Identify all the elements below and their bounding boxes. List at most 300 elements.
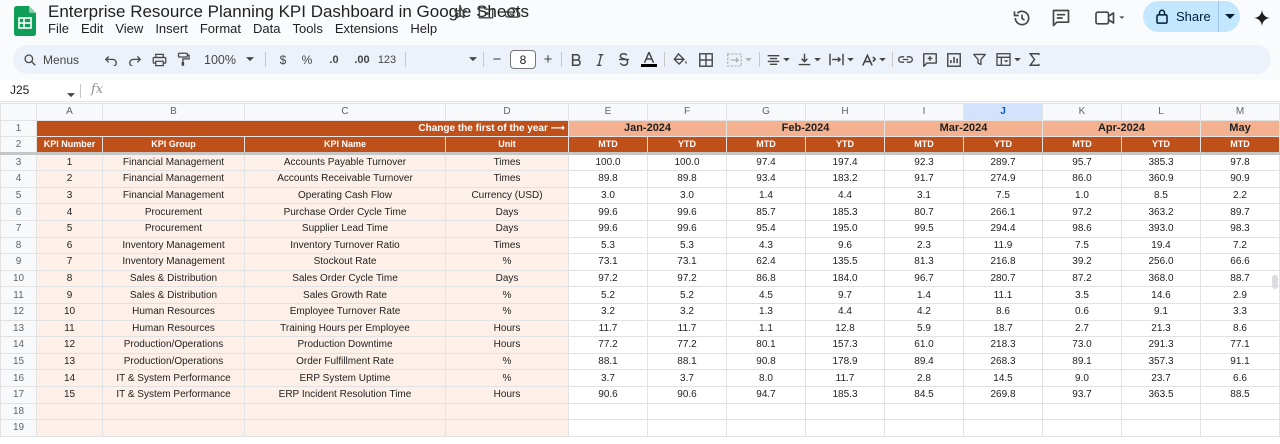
table-cell[interactable]: 18.7 <box>964 320 1043 337</box>
table-cell[interactable]: % <box>446 353 569 370</box>
table-cell[interactable]: 77.2 <box>569 337 648 354</box>
table-cell[interactable] <box>1122 403 1201 420</box>
table-cell[interactable] <box>806 420 885 437</box>
table-cell[interactable]: 6.6 <box>1201 370 1280 387</box>
table-cell[interactable]: 77.1 <box>1201 337 1280 354</box>
table-cell[interactable]: 90.9 <box>1201 171 1280 188</box>
table-cell[interactable]: Hours <box>446 320 569 337</box>
table-cell[interactable] <box>103 403 245 420</box>
table-cell[interactable]: 289.7 <box>964 154 1043 171</box>
mtd-header[interactable]: MTD <box>1201 137 1280 154</box>
menu-data[interactable]: Data <box>253 21 281 36</box>
table-cell[interactable]: 77.2 <box>648 337 727 354</box>
table-cell[interactable]: 291.3 <box>1122 337 1201 354</box>
print-icon[interactable] <box>149 45 169 74</box>
table-cell[interactable] <box>103 420 245 437</box>
table-cell[interactable]: Procurement <box>103 220 245 237</box>
paint-format-icon[interactable] <box>173 45 193 74</box>
table-cell[interactable]: Inventory Turnover Ratio <box>245 237 446 254</box>
month-header[interactable]: May <box>1201 120 1280 137</box>
menu-edit[interactable]: Edit <box>80 21 104 36</box>
table-cell[interactable] <box>727 420 806 437</box>
column-header-h[interactable]: H <box>806 104 885 121</box>
menu-view[interactable]: View <box>115 21 144 36</box>
table-cell[interactable]: 218.3 <box>964 337 1043 354</box>
menu-insert[interactable]: Insert <box>155 21 188 36</box>
table-cell[interactable]: 97.8 <box>1201 154 1280 171</box>
table-cell[interactable]: Sales & Distribution <box>103 270 245 287</box>
table-cell[interactable]: 183.2 <box>806 171 885 188</box>
table-cell[interactable]: % <box>446 287 569 304</box>
table-cell[interactable] <box>964 420 1043 437</box>
table-cell[interactable]: 195.0 <box>806 220 885 237</box>
table-cell[interactable]: 4.2 <box>885 303 964 320</box>
table-cell[interactable]: 4 <box>37 204 103 221</box>
table-cell[interactable]: 8.6 <box>1201 320 1280 337</box>
row-header[interactable]: 6 <box>1 204 37 221</box>
table-cell[interactable]: 14.5 <box>964 370 1043 387</box>
increase-decimal-button[interactable]: .00 <box>354 53 370 66</box>
column-header-k[interactable]: K <box>1043 104 1122 121</box>
table-cell[interactable]: 294.4 <box>964 220 1043 237</box>
increase-font-size-button[interactable]: + <box>543 51 553 68</box>
row-header[interactable]: 4 <box>1 171 37 188</box>
table-cell[interactable]: 98.6 <box>1043 220 1122 237</box>
table-cell[interactable] <box>245 420 446 437</box>
table-cell[interactable]: 0.6 <box>1043 303 1122 320</box>
table-cell[interactable]: 14 <box>37 370 103 387</box>
table-cell[interactable]: 1.4 <box>885 287 964 304</box>
table-cell[interactable]: Stockout Rate <box>245 254 446 271</box>
insert-chart-icon[interactable] <box>945 45 963 74</box>
table-cell[interactable]: Sales & Distribution <box>103 287 245 304</box>
move-to-folder-icon[interactable] <box>477 3 495 21</box>
table-cell[interactable]: 3.2 <box>569 303 648 320</box>
menus-search[interactable] <box>23 45 97 74</box>
table-cell[interactable]: 11.9 <box>964 237 1043 254</box>
ytd-header[interactable]: YTD <box>964 137 1043 154</box>
table-cell[interactable]: 90.6 <box>648 386 727 403</box>
table-cell[interactable]: Hours <box>446 337 569 354</box>
table-cell[interactable]: 88.1 <box>569 353 648 370</box>
table-cell[interactable]: 12 <box>37 337 103 354</box>
table-cell[interactable]: 99.5 <box>885 220 964 237</box>
table-cell[interactable] <box>885 403 964 420</box>
year-change-banner[interactable]: Change the first of the year ⟶ <box>37 120 569 137</box>
table-cell[interactable]: 178.9 <box>806 353 885 370</box>
borders-icon[interactable] <box>697 45 715 74</box>
table-cell[interactable]: Days <box>446 270 569 287</box>
table-cell[interactable]: % <box>446 303 569 320</box>
table-cell[interactable]: 1.1 <box>727 320 806 337</box>
row-header[interactable]: 13 <box>1 320 37 337</box>
table-cell[interactable]: 87.2 <box>1043 270 1122 287</box>
row-header[interactable]: 12 <box>1 303 37 320</box>
table-cell[interactable]: IT & System Performance <box>103 386 245 403</box>
table-cell[interactable]: 11.7 <box>569 320 648 337</box>
table-cell[interactable]: 23.7 <box>1122 370 1201 387</box>
table-cell[interactable]: 80.7 <box>885 204 964 221</box>
table-cell[interactable] <box>446 420 569 437</box>
table-cell[interactable] <box>964 403 1043 420</box>
table-cell[interactable]: 93.4 <box>727 171 806 188</box>
table-cell[interactable]: Hours <box>446 386 569 403</box>
table-cell[interactable]: % <box>446 370 569 387</box>
table-cell[interactable]: 9 <box>37 287 103 304</box>
table-cell[interactable]: 357.3 <box>1122 353 1201 370</box>
filter-views-icon[interactable] <box>994 45 1022 74</box>
table-cell[interactable]: 3.1 <box>885 187 964 204</box>
table-cell[interactable]: Supplier Lead Time <box>245 220 446 237</box>
cloud-status-icon[interactable] <box>503 3 521 21</box>
row-header[interactable]: 17 <box>1 386 37 403</box>
table-cell[interactable]: 6 <box>37 237 103 254</box>
table-cell[interactable]: 268.3 <box>964 353 1043 370</box>
table-cell[interactable]: Production/Operations <box>103 353 245 370</box>
table-cell[interactable] <box>37 420 103 437</box>
table-cell[interactable]: Procurement <box>103 204 245 221</box>
row-header[interactable]: 8 <box>1 237 37 254</box>
table-cell[interactable]: 19.4 <box>1122 237 1201 254</box>
table-cell[interactable]: 3.7 <box>648 370 727 387</box>
table-cell[interactable]: 88.7 <box>1201 270 1280 287</box>
table-cell[interactable]: 95.7 <box>1043 154 1122 171</box>
insert-link-icon[interactable] <box>896 45 914 74</box>
table-cell[interactable]: 100.0 <box>569 154 648 171</box>
table-cell[interactable] <box>1201 420 1280 437</box>
decrease-font-size-button[interactable]: − <box>492 51 502 68</box>
table-cell[interactable]: 13 <box>37 353 103 370</box>
table-cell[interactable]: 99.6 <box>648 220 727 237</box>
table-cell[interactable]: 7 <box>37 254 103 271</box>
table-cell[interactable]: 11.7 <box>806 370 885 387</box>
table-cell[interactable]: ERP System Uptime <box>245 370 446 387</box>
star-icon[interactable] <box>451 3 469 21</box>
column-header-l[interactable]: L <box>1122 104 1201 121</box>
table-cell[interactable]: 5 <box>37 220 103 237</box>
percent-format-button[interactable]: % <box>301 52 313 67</box>
column-header-b[interactable]: B <box>103 104 245 121</box>
table-cell[interactable]: Accounts Payable Turnover <box>245 154 446 171</box>
table-cell[interactable]: 274.9 <box>964 171 1043 188</box>
table-cell[interactable]: 61.0 <box>885 337 964 354</box>
table-cell[interactable]: 11.7 <box>648 320 727 337</box>
column-title[interactable]: KPI Name <box>245 137 446 154</box>
table-cell[interactable]: 3.7 <box>569 370 648 387</box>
menu-help[interactable]: Help <box>410 21 438 36</box>
column-header-i[interactable]: I <box>885 104 964 121</box>
gemini-sparkle-icon[interactable] <box>1250 6 1274 30</box>
share-dropdown-icon[interactable] <box>1219 14 1240 20</box>
formula-input[interactable] <box>112 82 1262 100</box>
table-cell[interactable] <box>37 403 103 420</box>
table-cell[interactable] <box>648 420 727 437</box>
table-cell[interactable]: 93.7 <box>1043 386 1122 403</box>
redo-icon[interactable] <box>125 45 145 74</box>
table-cell[interactable]: IT & System Performance <box>103 370 245 387</box>
table-cell[interactable]: 2.3 <box>885 237 964 254</box>
mtd-header[interactable]: MTD <box>727 137 806 154</box>
table-cell[interactable] <box>1201 403 1280 420</box>
table-cell[interactable]: 360.9 <box>1122 171 1201 188</box>
zoom-select[interactable] <box>201 45 257 74</box>
table-cell[interactable]: 73.1 <box>648 254 727 271</box>
italic-icon[interactable] <box>592 45 608 74</box>
table-cell[interactable]: 8.6 <box>964 303 1043 320</box>
table-cell[interactable]: 15 <box>37 386 103 403</box>
table-cell[interactable]: 185.3 <box>806 204 885 221</box>
month-header[interactable]: Feb-2024 <box>727 120 885 137</box>
strikethrough-icon[interactable] <box>616 45 632 74</box>
month-header[interactable]: Mar-2024 <box>885 120 1043 137</box>
table-cell[interactable]: Inventory Management <box>103 237 245 254</box>
table-cell[interactable]: 266.1 <box>964 204 1043 221</box>
table-cell[interactable]: 5.2 <box>648 287 727 304</box>
menu-extensions[interactable]: Extensions <box>334 21 399 36</box>
table-cell[interactable]: Employee Turnover Rate <box>245 303 446 320</box>
table-cell[interactable]: 89.4 <box>885 353 964 370</box>
table-cell[interactable] <box>245 403 446 420</box>
table-cell[interactable]: ERP Incident Resolution Time <box>245 386 446 403</box>
table-cell[interactable]: 97.2 <box>569 270 648 287</box>
functions-sigma-icon[interactable] <box>1026 45 1042 74</box>
row-header[interactable]: 19 <box>1 420 37 437</box>
table-cell[interactable]: 7.2 <box>1201 237 1280 254</box>
month-header[interactable]: Apr-2024 <box>1043 120 1201 137</box>
table-cell[interactable] <box>569 403 648 420</box>
column-header-g[interactable]: G <box>727 104 806 121</box>
table-cell[interactable]: 3.0 <box>648 187 727 204</box>
column-header-c[interactable]: C <box>245 104 446 121</box>
table-cell[interactable]: 2.2 <box>1201 187 1280 204</box>
table-cell[interactable]: 97.2 <box>648 270 727 287</box>
table-cell[interactable]: 8.5 <box>1122 187 1201 204</box>
table-cell[interactable]: 4.4 <box>806 187 885 204</box>
table-cell[interactable]: 5.9 <box>885 320 964 337</box>
table-cell[interactable]: 95.4 <box>727 220 806 237</box>
row-header[interactable]: 1 <box>1 120 37 137</box>
text-rotation-icon[interactable] <box>860 45 888 74</box>
table-cell[interactable]: 91.7 <box>885 171 964 188</box>
table-cell[interactable]: Currency (USD) <box>446 187 569 204</box>
row-header[interactable]: 14 <box>1 337 37 354</box>
table-cell[interactable]: Days <box>446 220 569 237</box>
table-cell[interactable]: 9.6 <box>806 237 885 254</box>
horizontal-align-icon[interactable] <box>765 45 791 74</box>
menu-file[interactable]: File <box>48 21 69 36</box>
table-cell[interactable]: 91.1 <box>1201 353 1280 370</box>
table-cell[interactable]: 81.3 <box>885 254 964 271</box>
table-cell[interactable]: Production/Operations <box>103 337 245 354</box>
table-cell[interactable]: 86.8 <box>727 270 806 287</box>
row-header[interactable]: 7 <box>1 220 37 237</box>
table-cell[interactable]: 4.3 <box>727 237 806 254</box>
table-cell[interactable]: 280.7 <box>964 270 1043 287</box>
vertical-align-icon[interactable] <box>796 45 822 74</box>
insert-comment-icon[interactable] <box>921 45 939 74</box>
table-cell[interactable]: 97.2 <box>1043 204 1122 221</box>
table-cell[interactable]: 3.2 <box>648 303 727 320</box>
table-cell[interactable]: 86.0 <box>1043 171 1122 188</box>
table-cell[interactable]: Sales Order Cycle Time <box>245 270 446 287</box>
sheets-logo-icon[interactable] <box>14 6 36 36</box>
table-cell[interactable] <box>806 403 885 420</box>
table-cell[interactable]: 216.8 <box>964 254 1043 271</box>
table-cell[interactable]: 12.8 <box>806 320 885 337</box>
table-cell[interactable] <box>446 403 569 420</box>
table-cell[interactable]: Financial Management <box>103 154 245 171</box>
table-cell[interactable]: Order Fulfillment Rate <box>245 353 446 370</box>
table-cell[interactable]: 92.3 <box>885 154 964 171</box>
column-header-a[interactable]: A <box>37 104 103 121</box>
table-cell[interactable]: 73.0 <box>1043 337 1122 354</box>
table-cell[interactable]: 184.0 <box>806 270 885 287</box>
table-cell[interactable] <box>885 420 964 437</box>
table-cell[interactable]: Purchase Order Cycle Time <box>245 204 446 221</box>
table-cell[interactable]: 11.1 <box>964 287 1043 304</box>
table-cell[interactable]: 4.4 <box>806 303 885 320</box>
row-header[interactable]: 2 <box>1 137 37 154</box>
table-cell[interactable]: 97.4 <box>727 154 806 171</box>
table-cell[interactable]: 10 <box>37 303 103 320</box>
ytd-header[interactable]: YTD <box>1122 137 1201 154</box>
table-cell[interactable]: 85.7 <box>727 204 806 221</box>
mtd-header[interactable]: MTD <box>1043 137 1122 154</box>
table-cell[interactable]: % <box>446 254 569 271</box>
table-cell[interactable]: 363.2 <box>1122 204 1201 221</box>
font-family-select[interactable] <box>413 45 477 74</box>
table-cell[interactable]: Accounts Receivable Turnover <box>245 171 446 188</box>
table-cell[interactable]: 5.3 <box>648 237 727 254</box>
row-header[interactable]: 5 <box>1 187 37 204</box>
table-cell[interactable]: 5.2 <box>569 287 648 304</box>
table-cell[interactable]: Days <box>446 204 569 221</box>
table-cell[interactable]: 80.1 <box>727 337 806 354</box>
table-cell[interactable]: 89.8 <box>569 171 648 188</box>
table-cell[interactable]: 1.3 <box>727 303 806 320</box>
table-cell[interactable]: 88.1 <box>648 353 727 370</box>
row-header[interactable]: 10 <box>1 270 37 287</box>
table-cell[interactable]: Human Resources <box>103 320 245 337</box>
column-title[interactable]: KPI Group <box>103 137 245 154</box>
table-cell[interactable]: 11 <box>37 320 103 337</box>
table-cell[interactable]: 393.0 <box>1122 220 1201 237</box>
merge-cells-icon[interactable] <box>723 45 755 74</box>
table-cell[interactable]: 9.1 <box>1122 303 1201 320</box>
table-cell[interactable]: Training Hours per Employee <box>245 320 446 337</box>
fill-color-icon[interactable] <box>671 45 689 74</box>
table-cell[interactable]: 8.0 <box>727 370 806 387</box>
name-box[interactable]: J25 <box>10 83 30 97</box>
table-cell[interactable]: 88.5 <box>1201 386 1280 403</box>
version-history-icon[interactable] <box>1010 6 1034 30</box>
table-cell[interactable]: 3.5 <box>1043 287 1122 304</box>
table-cell[interactable]: 94.7 <box>727 386 806 403</box>
row-header[interactable]: 3 <box>1 154 37 171</box>
table-cell[interactable]: 100.0 <box>648 154 727 171</box>
table-cell[interactable]: Financial Management <box>103 171 245 188</box>
ytd-header[interactable]: YTD <box>648 137 727 154</box>
table-cell[interactable]: 8 <box>37 270 103 287</box>
mtd-header[interactable]: MTD <box>569 137 648 154</box>
table-cell[interactable] <box>1122 420 1201 437</box>
column-title[interactable]: Unit <box>446 137 569 154</box>
create-filter-icon[interactable] <box>970 45 988 74</box>
table-cell[interactable]: 3.3 <box>1201 303 1280 320</box>
column-header-m[interactable]: M <box>1201 104 1280 121</box>
chevron-down-icon[interactable] <box>67 85 75 103</box>
table-cell[interactable]: 96.7 <box>885 270 964 287</box>
table-cell[interactable]: 98.3 <box>1201 220 1280 237</box>
month-header[interactable]: Jan-2024 <box>569 120 727 137</box>
table-cell[interactable]: 256.0 <box>1122 254 1201 271</box>
row-header[interactable]: 15 <box>1 353 37 370</box>
table-cell[interactable]: Production Downtime <box>245 337 446 354</box>
table-cell[interactable]: 84.5 <box>885 386 964 403</box>
row-header[interactable]: 18 <box>1 403 37 420</box>
table-cell[interactable]: 7.5 <box>964 187 1043 204</box>
table-cell[interactable]: 4.5 <box>727 287 806 304</box>
table-cell[interactable]: 89.1 <box>1043 353 1122 370</box>
table-cell[interactable]: 1.0 <box>1043 187 1122 204</box>
bold-icon[interactable] <box>568 45 584 74</box>
table-cell[interactable]: Inventory Management <box>103 254 245 271</box>
table-cell[interactable]: 99.6 <box>569 204 648 221</box>
text-wrapping-icon[interactable] <box>827 45 855 74</box>
table-cell[interactable]: Times <box>446 171 569 188</box>
row-header[interactable]: 9 <box>1 254 37 271</box>
table-cell[interactable]: 157.3 <box>806 337 885 354</box>
table-cell[interactable]: 39.2 <box>1043 254 1122 271</box>
table-cell[interactable]: 5.3 <box>569 237 648 254</box>
table-cell[interactable]: 197.4 <box>806 154 885 171</box>
table-cell[interactable]: Financial Management <box>103 187 245 204</box>
menu-format[interactable]: Format <box>199 21 241 36</box>
table-cell[interactable]: 3 <box>37 187 103 204</box>
column-title[interactable]: KPI Number <box>37 137 103 154</box>
table-cell[interactable] <box>648 403 727 420</box>
table-cell[interactable]: 62.4 <box>727 254 806 271</box>
table-cell[interactable]: 21.3 <box>1122 320 1201 337</box>
text-color-icon[interactable] <box>640 45 658 74</box>
currency-format-button[interactable]: $ <box>279 52 287 67</box>
comments-icon[interactable] <box>1049 6 1073 30</box>
decrease-decimal-button[interactable]: .0 <box>329 53 339 66</box>
column-header-e[interactable]: E <box>569 104 648 121</box>
table-cell[interactable]: 89.8 <box>648 171 727 188</box>
column-header-f[interactable]: F <box>648 104 727 121</box>
select-all-corner[interactable] <box>1 104 37 121</box>
table-cell[interactable]: 9.7 <box>806 287 885 304</box>
document-title[interactable]: Enterprise Resource Planning KPI Dashboard in Google Sheets <box>48 2 530 21</box>
table-cell[interactable]: 185.3 <box>806 386 885 403</box>
table-cell[interactable]: 2.9 <box>1201 287 1280 304</box>
table-cell[interactable]: 7.5 <box>1043 237 1122 254</box>
table-cell[interactable]: Operating Cash Flow <box>245 187 446 204</box>
table-cell[interactable]: 385.3 <box>1122 154 1201 171</box>
column-header-d[interactable]: D <box>446 104 569 121</box>
ytd-header[interactable]: YTD <box>806 137 885 154</box>
table-cell[interactable]: 99.6 <box>569 220 648 237</box>
table-cell[interactable]: Times <box>446 154 569 171</box>
table-cell[interactable]: 2.8 <box>885 370 964 387</box>
font-size-input[interactable]: 8 <box>510 50 536 69</box>
table-cell[interactable] <box>1043 403 1122 420</box>
row-header[interactable]: 16 <box>1 370 37 387</box>
mtd-header[interactable]: MTD <box>885 137 964 154</box>
table-cell[interactable]: Human Resources <box>103 303 245 320</box>
meet-video-icon[interactable] <box>1093 6 1129 30</box>
